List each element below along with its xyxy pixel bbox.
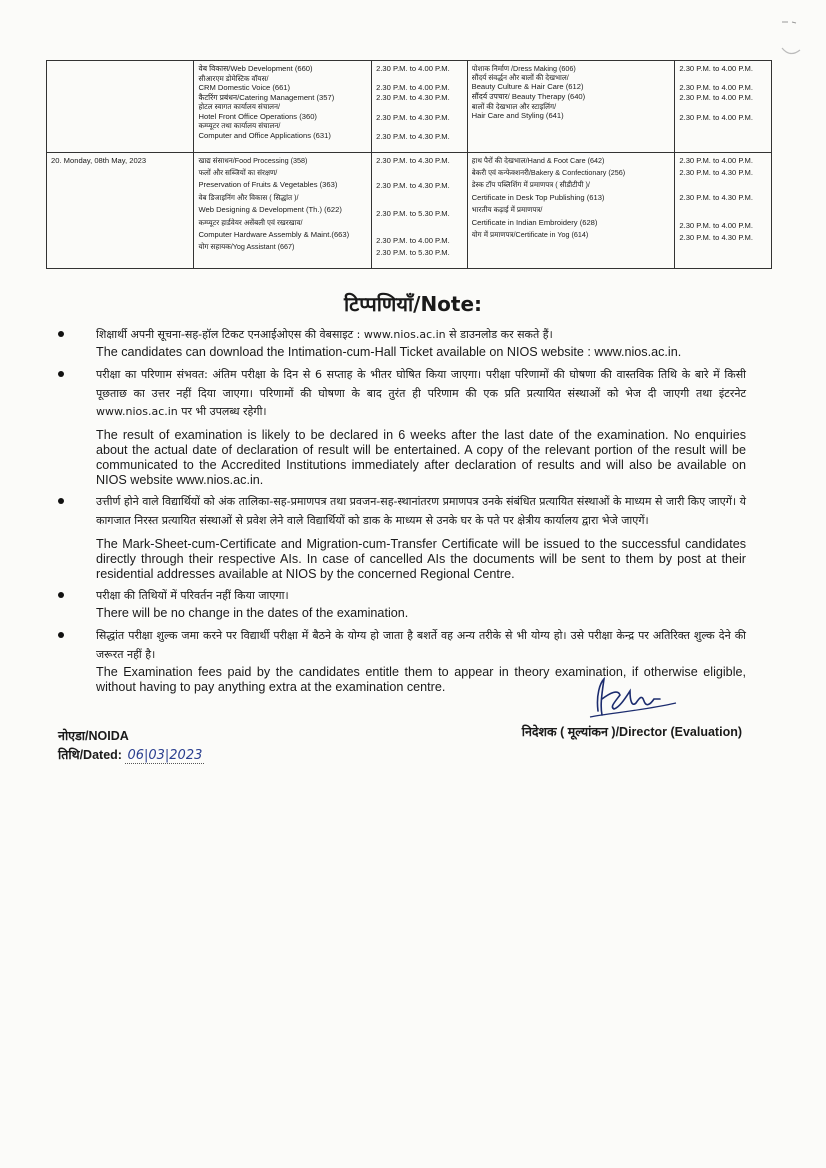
scan-mark xyxy=(778,18,808,58)
subject-line: CRM Domestic Voice (661) xyxy=(198,82,291,92)
times-cell xyxy=(675,61,772,153)
time-line xyxy=(376,122,463,132)
subject-line: सौंदर्य संवर्द्धन और बालों की देखभाल/ xyxy=(471,73,569,83)
note-hindi: परीक्षा का परिणाम संभवत: अंतिम परीक्षा के दिन से 6 सप्ताह के भीतर घोषित किया जाएगा। परीक्षा परिणामों की घोषणा की वास्तविक तिथि के बारे में किसी पूछताछ का उत्तर नहीं दिया जाएगा। परिणामों की घोषणा के बाद तुरंत ही परिणाम की एक प्रति प्रत्यायित संस्थाओं को भेज दी जाएगी तथा इंटरनेट www.nios.ac.in पर भी उपलब्ध रहेगी। xyxy=(96,367,746,419)
time-line: 2.30 P.M. to 4.30 P.M. xyxy=(376,131,450,141)
subject-line: फलों और सब्जियों का संरक्षण/ xyxy=(198,168,278,178)
note-hindi: सिद्धांत परीक्षा शुल्क जमा करने पर विद्यार्थी परीक्षा में बैठने के योग्य हो जाता है बशर्ते वह अन्य तरीके से भी योग्य हो। उसे परीक्षा केन्द्र पर अतिरिक्त शुल्क देने की जरूरत नहीं है। xyxy=(96,628,746,661)
date-label: 20. Monday, 08th May, 2023 xyxy=(51,156,147,165)
subject-line: योग सहायक/Yog Assistant (667) xyxy=(198,242,295,252)
dated-value: 06|03|2023 xyxy=(127,748,203,764)
note-hindi: परीक्षा की तिथियों में परिवर्तन नहीं किया जाएगा। xyxy=(96,589,289,603)
subject-line: होटल स्वागत कार्यालय संचालन/ xyxy=(198,102,281,112)
time-line: 2.30 P.M. to 4.30 P.M. xyxy=(376,156,450,165)
note-english: There will be no change in the dates of the examination. xyxy=(96,606,409,621)
time-line xyxy=(376,190,463,203)
subject-line: भारतीय कढ़ाई में प्रमाणपत्र/ xyxy=(471,205,543,215)
subject-line: Computer Hardware Assembly & Maint.(663) xyxy=(198,230,350,240)
time-line xyxy=(679,103,767,113)
time-line: 2.30 P.M. to 4.00 P.M. xyxy=(679,156,753,165)
time-line: 2.30 P.M. to 4.00 P.M. xyxy=(679,83,753,93)
note-item xyxy=(54,366,746,488)
date-cell xyxy=(47,153,194,269)
subject-line: कम्प्यूटर हार्डवेयर असेंबली एवं रखरखाव/ xyxy=(198,218,303,228)
time-line xyxy=(679,74,767,84)
note-item xyxy=(54,326,746,360)
times-cell xyxy=(675,153,772,269)
time-line: 2.30 P.M. to 4.00 P.M. xyxy=(376,83,450,93)
time-line: 2.30 P.M. to 4.00 P.M. xyxy=(679,112,753,122)
bullet-icon xyxy=(58,632,64,638)
bullet-icon xyxy=(58,371,64,377)
bullet-icon xyxy=(58,331,64,337)
subject-line: Computer and Office Applications (631) xyxy=(198,130,331,140)
note-english: The result of examination is likely to be declared in 6 weeks after the last date of the examination. No enquiries about the actual date of declaration of result will be entertained. A copy of the relevant portion of the result will be communicated to the Accredited Institutions immediately after declaration of results and will also be available on NIOS website www.nios.ac.in. xyxy=(96,428,746,487)
bullet-icon xyxy=(58,592,64,598)
subjects-cell xyxy=(194,61,372,153)
time-line: 2.30 P.M. to 4.30 P.M. xyxy=(679,167,753,177)
note-hindi: शिक्षार्थी अपनी सूचना-सह-हॉल टिकट एनआईओएस की वेबसाइट : www.nios.ac.in से डाउनलोड कर सकते हैं। xyxy=(96,328,553,341)
subject-line: खाद्य संसाधन/Food Processing (358) xyxy=(198,156,308,165)
subject-line: कम्प्यूटर तथा कार्यालय संचालन/ xyxy=(198,121,281,131)
time-line: 2.30 P.M. to 4.00 P.M. xyxy=(376,236,450,246)
subject-line: Hair Care and Styling (641) xyxy=(471,111,564,121)
time-line: 2.30 P.M. to 4.30 P.M. xyxy=(376,180,450,190)
time-line: 2.30 P.M. to 4.00 P.M. xyxy=(679,64,753,73)
subject-line: हाथ पैरों की देखभाल/Hand & Foot Care (642) xyxy=(471,156,605,165)
times-cell xyxy=(372,153,468,269)
subject-line: Certificate in Desk Top Publishing (613) xyxy=(471,192,605,202)
time-line xyxy=(679,203,767,217)
subject-line: सीआरएम डोमेस्टिक वॉयस/ xyxy=(198,73,269,83)
time-line: 2.30 P.M. to 4.00 P.M. xyxy=(679,93,753,103)
subject-line: Certificate in Indian Embroidery (628) xyxy=(471,217,598,227)
time-line: 2.30 P.M. to 4.30 P.M. xyxy=(376,112,450,122)
subject-line: Preservation of Fruits & Vegetables (363) xyxy=(198,180,338,190)
time-line: 2.30 P.M. to 4.30 P.M. xyxy=(679,193,753,203)
dated-label: तिथि/Dated: xyxy=(58,748,122,763)
bullet-icon xyxy=(58,498,64,504)
note-english: The Examination fees paid by the candidates entitle them to appear in theory examination, if otherwise eligible, without having to pay anything extra at the examination centre. xyxy=(96,664,746,694)
time-line: 2.30 P.M. to 4.30 P.M. xyxy=(376,93,450,103)
time-line xyxy=(376,166,463,179)
note-item xyxy=(54,587,746,621)
time-line xyxy=(679,177,767,189)
subjects-cell xyxy=(467,61,675,153)
note-hindi: उत्तीर्ण होने वाले विद्यार्थियों को अंक तालिका-सह-प्रमाणपत्र तथा प्रवजन-सह-स्थानांतरण प्रमाणपत्र उनके संबंधित प्रत्यायित संस्थाओं के माध्यम से जारी किए जाएगें। ये कागजात निरस्त प्रत्यायित संस्थाओं से प्रवेश लेने वाले विद्यार्थियों को डाक के माध्यम से उनके घर के पते पर क्षेत्रीय कार्यालय द्वारा भेजे जाएगें। xyxy=(96,495,747,528)
time-line: 2.30 P.M. to 5.30 P.M. xyxy=(376,247,450,257)
subject-line: डेस्क टॉप पब्लिशिंग में प्रमाणपत्र ( सीडीटीपी )/ xyxy=(471,180,590,190)
director-designation: निदेशक ( मूल्यांकन )/Director (Evaluation) xyxy=(521,725,742,739)
subject-line: सौंदर्य उपचार/ Beauty Therapy (640) xyxy=(471,92,586,102)
note-english: The candidates can download the Intimation-cum-Hall Ticket available on NIOS website : www.nios.ac.in. xyxy=(96,344,682,359)
schedule-row xyxy=(47,61,772,153)
subjects-cell xyxy=(194,153,372,269)
signature xyxy=(580,673,690,723)
note-heading: टिप्पणियाँ/Note: xyxy=(343,292,483,316)
footer-place-date xyxy=(58,727,204,767)
time-line: 2.30 P.M. to 4.00 P.M. xyxy=(376,64,450,73)
time-line xyxy=(376,74,463,84)
note-english: The Mark-Sheet-cum-Certificate and Migration-cum-Transfer Certificate will be issued to the successful candidates directly through their respective AIs. In case of cancelled AIs the documents will be sent to them by post at their residential addresses available at NIOS by the concerned Regional Centre. xyxy=(96,537,746,581)
date-cell xyxy=(47,61,194,153)
dated-row xyxy=(58,746,204,766)
note-item xyxy=(54,493,746,581)
subject-line: बेकरी एवं कन्फेक्शनरी/Bakery & Confectionary (256) xyxy=(471,168,626,178)
place-label: नोएडा/NOIDA xyxy=(58,729,129,743)
subject-line: बालों की देखभाल और स्टाइलिंग/ xyxy=(471,101,557,111)
schedule-row xyxy=(47,153,772,269)
subject-line: कैटरिंग प्रबंधन/Catering Management (357) xyxy=(198,92,335,102)
subjects-cell xyxy=(467,153,675,269)
subject-line: योग में प्रमाणपत्र/Certificate in Yog (614) xyxy=(471,230,589,240)
times-cell xyxy=(372,61,468,153)
time-line: 2.30 P.M. to 4.00 P.M. xyxy=(679,221,753,231)
subject-line: वेब विकास/Web Development (660) xyxy=(198,64,313,73)
subject-line: पोशाक निर्माण /Dress Making (606) xyxy=(471,64,576,73)
time-line xyxy=(376,103,463,113)
time-line: 2.30 P.M. to 5.30 P.M. xyxy=(376,209,450,219)
exam-schedule-table xyxy=(46,60,772,269)
notes-list xyxy=(54,326,746,700)
subject-line: Hotel Front Office Operations (360) xyxy=(198,111,317,121)
subject-line: वेब डिजाइनिंग और विकास ( सिद्धांत )/ xyxy=(198,193,299,203)
time-line: 2.30 P.M. to 4.30 P.M. xyxy=(679,232,753,242)
time-line xyxy=(376,219,463,231)
subject-line: Beauty Culture & Hair Care (612) xyxy=(471,82,584,92)
subject-line: Web Designing & Development (Th.) (622) xyxy=(198,205,342,215)
